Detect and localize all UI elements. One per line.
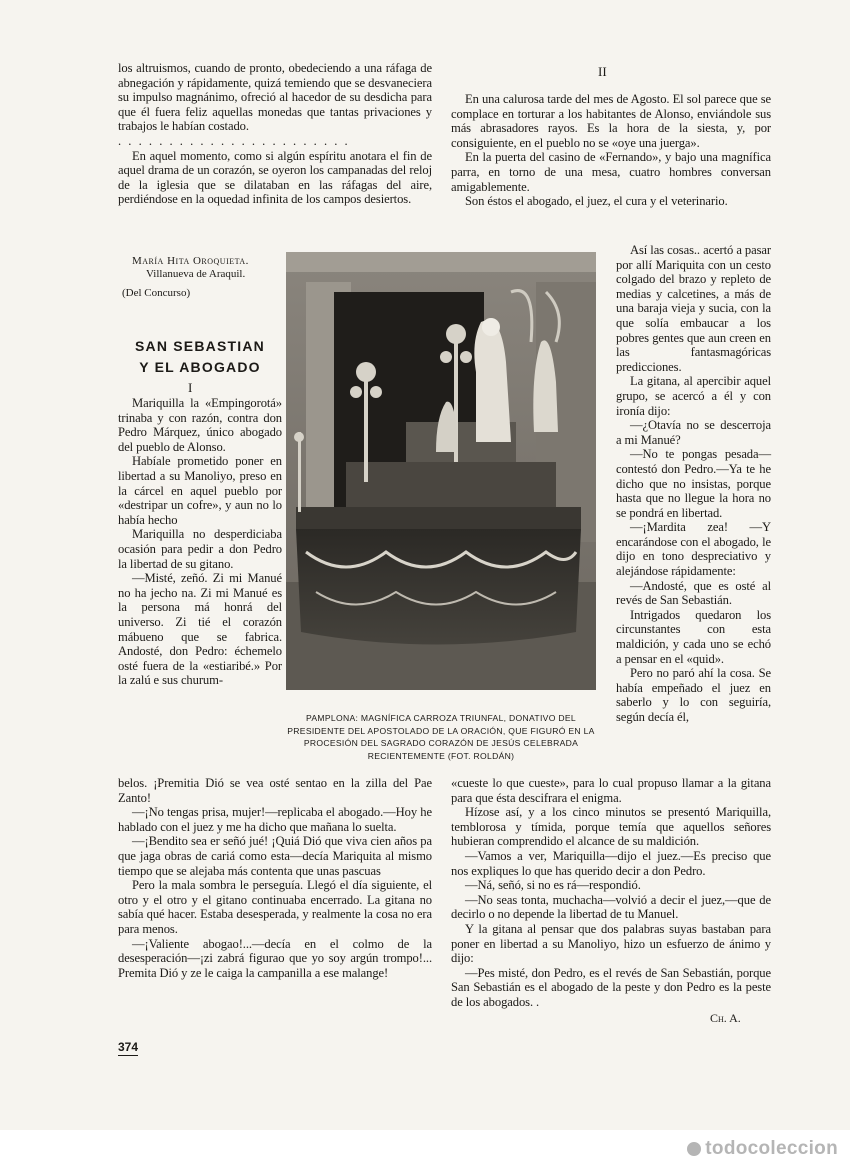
paragraph: En la puerta del casino de «Fernando», y bajo una magnífica parra, en torno de una mesa, cuatro hombres conversan amigablemente. [451, 150, 771, 194]
story-title [118, 336, 282, 378]
paragraph: Mariquilla no desperdiciaba ocasión para pedir a don Pedro la libertad de su gitano. [118, 527, 282, 571]
paragraph: En una calurosa tarde del mes de Agosto. El sol parece que se complace en torturar a los habitantes de Alonso, enviándole sus más abrasadores rayos. Es la hora de la siesta, y, por consiguiente, en el pueblo no se «oye una juerga». [451, 92, 771, 150]
paragraph: «cueste lo que cueste», para lo cual propuso llamar a la gitana para que ésta descifrara el enigma. [451, 776, 771, 805]
contest-note: (Del Concurso) [122, 287, 191, 299]
paragraph: —Vamos a ver, Mariquilla—dijo el juez.—Es preciso que nos expliques lo que has querido decir a don Pedro. [451, 848, 771, 878]
section-number-1: I [188, 380, 193, 395]
paragraph: Hízose así, y a los cinco minutos se presentó Mariquilla, temblorosa y tímida, porque temía que aquellos señores hubieran comprendido el alcance de su maldición. [451, 805, 771, 849]
paragraph: Pero la mala sombra le perseguía. Llegó el día siguiente, el otro y el otro y el gitano continuaba encerrado. La gitana no sabía qué hacer. Estaba desesperada, y realmente la cosa no era para menos. [118, 878, 432, 936]
paragraph: Pero no paró ahí la cosa. Se había empeñado el juez en saberlo y lo con seguiría, según decía él, [616, 666, 771, 724]
paragraph: —No te pongas pesada—contestó don Pedro.—Ya te he dicho que no insistas, porque hasta que no llegue la hora no se pondrá en libertad. [616, 447, 771, 520]
paragraph: —¡Mardita zea! —Y encarándose con el abogado, le dijo en tono despreciativo y alejándose rápidamente: [616, 520, 771, 579]
paragraph: Son éstos el abogado, el juez, el cura y el veterinario. [465, 194, 728, 209]
paragraph: belos. ¡Premitia Dió se vea osté sentao en la zilla del Pae Zanto! [118, 776, 432, 805]
paragraph: los altruismos, cuando de pronto, obedeciendo a una ráfaga de abnegación y rápidamente, quizá temiendo que se desvaneciera su impulso magnánimo, ofreció al hacedor de su desdicha para que él fuera feliz aquellas monedas que tantas privaciones y trabajos le habían costado. [118, 61, 432, 134]
paragraph: Habíale prometido poner en libertad a su Manoliyo, preso en la cárcel en aquel pueblo por «destripar un cofre», y aun no lo había hecho [118, 454, 282, 527]
paragraph: —Ná, señó, si no es rá—respondió. [465, 878, 641, 893]
paragraph: —Pes misté, don Pedro, es el revés de San Sebastián, porque San Sebastián es el abogado de la peste y don Pedro es la peste de los abogados. . [451, 965, 771, 1009]
paragraph: —¡No tengas prisa, mujer!—replicaba el abogado.—Hoy he hablado con el juez y me ha dicho que mañana lo suelta. [118, 805, 432, 834]
signature-place: Villanueva de Araquil. [146, 268, 246, 280]
watermark-logo-icon [687, 1142, 701, 1156]
story-title-line-1: SAN SEBASTIAN [135, 338, 265, 354]
paragraph: Así las cosas.. acertó a pasar por allí Mariquita con un cesto colgado del brazo y repleto de medias y calcetines, a más de una baraja vieja y sucia, con la que solía embaucar a los pobres gentes que aun creen en las fantasmagóricas predicciones. [616, 243, 771, 374]
paragraph: Mariquilla la «Empingorotá» trinaba y con razón, contra don Pedro Márquez, único abogado del pueblo de Alonso. [118, 396, 282, 454]
paragraph: —¡Valiente abogao!...—decía en el colmo de la desesperación—¡zi zabrá figurao que yo soy argún trompo!... Premita Dió y ze le caiga la campanilla a ese malange! [118, 936, 432, 980]
left-column-bottom [118, 776, 432, 980]
right-column-bottom [451, 776, 771, 1010]
watermark-text: todocoleccion [705, 1138, 838, 1159]
paragraph: —Misté, zeñó. Zi mi Manué no ha jecho na. Zi mi Manué es la persona má honrá del universo. Zi tié el corazón mábueno que se fabrica. Andosté, don Pedro: échemelo osté fuera de la «estiaribé.» Por la zalú e sus churum- [118, 571, 282, 688]
author-initials: Ch. A. [710, 1011, 741, 1025]
right-column-top [451, 92, 771, 209]
paragraph: La gitana, al apercibir aquel grupo, se acercó a él y con ironía dijo: [616, 374, 771, 418]
page-number: 374 [118, 1040, 139, 1054]
paragraph: Y la gitana al pensar que dos palabras suyas bastaban para poner en libertad a su Manoliyo, hizo un esfuerzo de ánimo y dijo: [451, 921, 771, 966]
signature-name: María Hita Oroquieta. [132, 255, 249, 267]
paragraph: —No seas tonta, muchacha—volvió a decir el juez,—que de decirlo o no depende la libertad de tu Manuel. [451, 892, 771, 922]
left-narrow-column [118, 396, 282, 688]
ellipsis-separator: . . . . . . . . . . . . . . . . . . . . . . . [118, 133, 350, 148]
paragraph: —¡Bendito sea er señó jué! ¡Quiá Dió que viva cien años pa que jaga obras de cariá como esta—decía Mariquita al mismo tiempo que se alejaba más contenta que unas pascuas [118, 834, 432, 878]
paragraph: —Andosté, que es osté al revés de San Sebastián. [616, 578, 771, 608]
story-title-line-2: Y EL ABOGADO [139, 359, 261, 375]
procession-float-photo [286, 252, 596, 690]
paragraph: Intrigados quedaron los circunstantes con esta maldición, y cada uno se echó a pensar en el «quid». [616, 607, 771, 666]
right-narrow-column [616, 243, 771, 725]
photo-caption: PAMPLONA: MAGNÍFICA CARROZA TRIUNFAL, DONATIVO DEL PRESIDENTE DEL APOSTOLADO DE LA ORACIÓN, QUE FIGURÓ EN LA PROCESIÓN DEL SAGRADO CORAZÓN DE JESÚS CELEBRADA RECIENTEMENTE (FOT. ROLDÁN) [287, 713, 595, 761]
paragraph: En aquel momento, como si algún espíritu anotara el fin de aquel drama de un corazón, se oyeron los campanadas del reloj de la iglesia que se dilataban en las ráfagas del aire, perdiéndose en la oquedad infinita de los campos desiertos. [118, 148, 432, 207]
watermark [687, 1138, 838, 1160]
left-column-top [118, 61, 432, 207]
paragraph: —¿Otavía no se descerroja a mi Manué? [616, 418, 771, 447]
section-number-2: II [598, 64, 607, 79]
